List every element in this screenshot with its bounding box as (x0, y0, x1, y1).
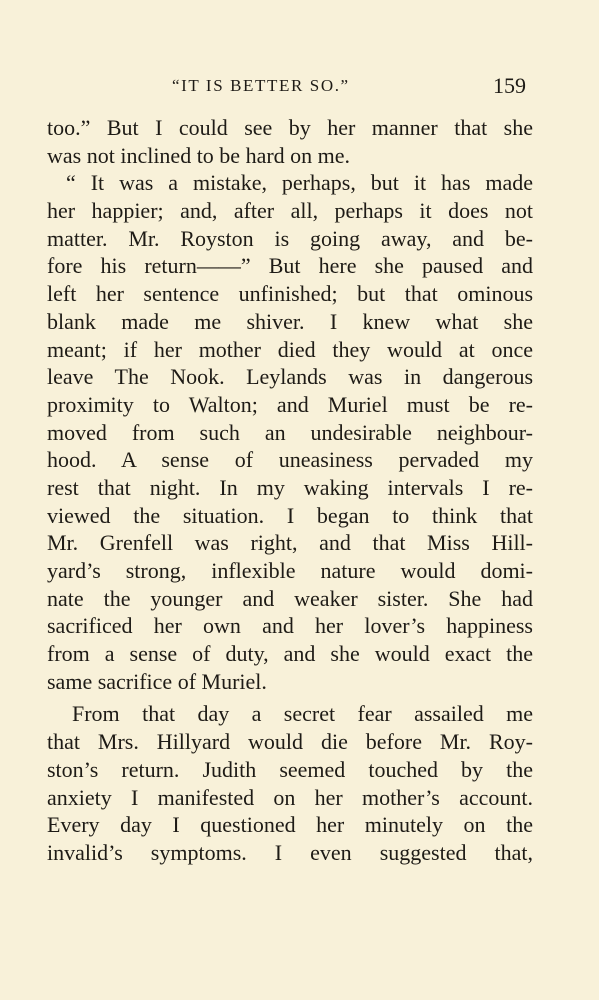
text-line: From that day a secret fear assailed me (72, 701, 533, 727)
text-line: nate the younger and weaker sister. She had (47, 585, 533, 611)
text-line: proximity to Walton; and Muriel must be re- (47, 391, 533, 417)
text-line: leave The Nook. Leylands was in dangerous (47, 364, 533, 390)
text-line: fore his return——” But here she paused and (47, 253, 533, 279)
text-line: that Mrs. Hillyard would die before Mr. Roy- (47, 729, 533, 755)
running-title: “IT IS BETTER SO.” (172, 76, 350, 95)
text-line: too.” But I could see by her manner that she (47, 115, 533, 140)
text-line: “ It was a mistake, perhaps, but it has made (66, 170, 533, 196)
text-line: invalid’s symptoms. I even suggested that, (47, 839, 533, 865)
text-line: matter. Mr. Royston is going away, and be- (47, 225, 533, 251)
text-line: her happier; and, after all, perhaps it does not (47, 198, 533, 224)
paragraph (47, 700, 533, 866)
body-text (47, 114, 533, 867)
paragraph (47, 114, 533, 169)
text-line: anxiety I manifested on her mother’s account. (47, 784, 533, 810)
text-line: Mr. Grenfell was right, and that Miss Hill- (47, 530, 533, 556)
text-line: ston’s return. Judith seemed touched by the (47, 756, 533, 782)
text-line: rest that night. In my waking intervals I re- (47, 474, 533, 500)
text-line: hood. A sense of uneasiness pervaded my (47, 447, 533, 473)
text-line: meant; if her mother died they would at once (47, 336, 533, 362)
text-line: Every day I questioned her minutely on the (47, 812, 533, 838)
text-line: same sacrifice of Muriel. (47, 668, 267, 694)
text-line: moved from such an undesirable neighbour- (47, 419, 533, 445)
text-line: from a sense of duty, and she would exact the (47, 641, 533, 667)
text-line: blank made me shiver. I knew what she (47, 308, 533, 334)
text-line: viewed the situation. I began to think that (47, 502, 533, 528)
text-line: left her sentence unfinished; but that ominous (47, 281, 533, 307)
text-line: sacrificed her own and her lover’s happiness (47, 613, 533, 639)
text-line: was not inclined to be hard on me. (47, 142, 351, 168)
page-number: 159 (493, 73, 526, 98)
paragraph (47, 169, 533, 695)
running-head (0, 70, 599, 102)
text-line: yard’s strong, inflexible nature would domi- (47, 558, 533, 583)
